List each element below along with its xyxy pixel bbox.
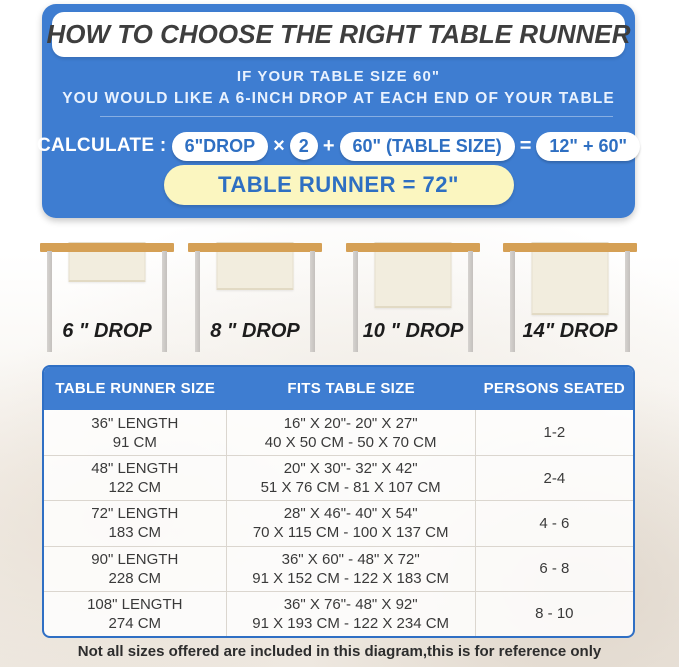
plus-operator: +	[322, 134, 335, 157]
tabletop	[503, 243, 637, 252]
fits-size-cell	[227, 410, 476, 455]
table-row	[44, 546, 633, 591]
drop-label: 10 " DROP	[362, 320, 464, 342]
persons-count: 6 - 8	[539, 560, 570, 578]
runner-size-cell	[44, 501, 227, 545]
runner-size-cm: 274 CM	[108, 614, 162, 632]
disclaimer-note: Not all sizes offered are included in this diagram,this is for reference only	[77, 643, 602, 660]
runner-size-cm: 228 CM	[108, 569, 162, 587]
size-chart-table	[42, 365, 635, 638]
persons-count: 2-4	[543, 469, 566, 487]
column-header-runner-size: TABLE RUNNER SIZE	[55, 380, 216, 397]
fits-size-cm: 40 X 50 CM - 50 X 70 CM	[264, 433, 437, 451]
subtitle-line1: IF YOUR TABLE SIZE 60"	[236, 68, 441, 85]
runner-size-inches: 36" LENGTH	[91, 414, 179, 432]
runner-result-pill: TABLE RUNNER = 72"	[164, 165, 514, 205]
persons-seated-cell	[476, 592, 633, 636]
fits-size-cm: 70 X 115 CM - 100 X 137 CM	[252, 524, 449, 542]
fits-size-inches: 36" X 60" - 48" X 72"	[281, 550, 420, 568]
runner-cloth	[532, 242, 609, 315]
calculation-formula	[36, 129, 629, 163]
fits-size-cell	[227, 547, 476, 591]
fits-size-cell	[227, 456, 476, 500]
persons-seated-cell	[476, 501, 633, 545]
table-row	[44, 455, 633, 500]
table-body	[44, 410, 633, 636]
table-row	[44, 500, 633, 545]
multiplier-circle: 2	[290, 132, 318, 160]
runner-size-cm: 122 CM	[108, 479, 162, 497]
runner-size-inches: 72" LENGTH	[91, 505, 179, 523]
persons-seated-cell	[476, 456, 633, 500]
fits-size-cell	[227, 592, 476, 636]
table-row	[44, 591, 633, 636]
runner-size-cm: 183 CM	[108, 524, 162, 542]
persons-count: 4 - 6	[539, 514, 570, 532]
fits-size-cm: 51 X 76 CM - 81 X 107 CM	[260, 479, 441, 497]
persons-seated-cell	[476, 547, 633, 591]
runner-size-cell	[44, 456, 227, 500]
table-illustration-6in-drop	[40, 236, 174, 352]
table-illustration-8in-drop	[188, 236, 322, 352]
column-header-fits-table-size: FITS TABLE SIZE	[287, 380, 415, 397]
persons-count: 1-2	[543, 424, 566, 442]
fits-size-inches: 16" X 20"- 20" X 27"	[283, 414, 418, 432]
fits-size-cm: 91 X 152 CM - 122 X 183 CM	[252, 569, 450, 587]
persons-seated-cell	[476, 410, 633, 455]
fits-size-cm: 91 X 193 CM - 122 X 234 CM	[252, 614, 450, 632]
table-illustration-14in-drop	[503, 236, 637, 352]
runner-size-cell	[44, 592, 227, 636]
runner-size-cell	[44, 547, 227, 591]
drop-value-pill: 6"DROP	[172, 132, 269, 161]
tabletop	[40, 243, 174, 252]
drop-label: 14" DROP	[522, 320, 618, 342]
tabletop	[346, 243, 480, 252]
runner-size-cell	[44, 410, 227, 455]
runner-size-inches: 48" LENGTH	[91, 460, 179, 478]
calculate-label: CALCULATE :	[36, 135, 167, 156]
sum-pill: 12" + 60"	[536, 132, 640, 161]
persons-count: 8 - 10	[535, 605, 574, 623]
info-box	[36, 4, 635, 218]
tabletop	[188, 243, 322, 252]
table-illustration-10in-drop	[346, 236, 480, 352]
runner-size-inches: 108" LENGTH	[87, 595, 183, 613]
equals-operator: =	[519, 134, 532, 157]
fits-size-inches: 20" X 30"- 32" X 42"	[283, 460, 418, 478]
subtitle-line2: YOU WOULD LIKE A 6-INCH DROP AT EACH END OF YOUR TABLE	[62, 90, 615, 107]
drop-label: 6 " DROP	[62, 320, 152, 342]
table-row	[44, 410, 633, 455]
drop-label: 8 " DROP	[210, 320, 300, 342]
runner-size-cm: 91 CM	[112, 433, 157, 451]
divider-line	[100, 116, 613, 117]
fits-size-inches: 36" X 76"- 48" X 92"	[283, 595, 418, 613]
page-title: HOW TO CHOOSE THE RIGHT TABLE RUNNER	[46, 19, 631, 49]
table-size-pill: 60" (TABLE SIZE)	[340, 132, 515, 161]
multiply-operator: ×	[273, 134, 285, 157]
fits-size-cell	[227, 501, 476, 545]
fits-size-inches: 28" X 46"- 40" X 54"	[283, 505, 418, 523]
column-header-persons-seated: PERSONS SEATED	[483, 380, 626, 397]
title-banner	[46, 12, 631, 57]
runner-size-inches: 90" LENGTH	[91, 550, 179, 568]
table-header-row	[44, 367, 633, 410]
